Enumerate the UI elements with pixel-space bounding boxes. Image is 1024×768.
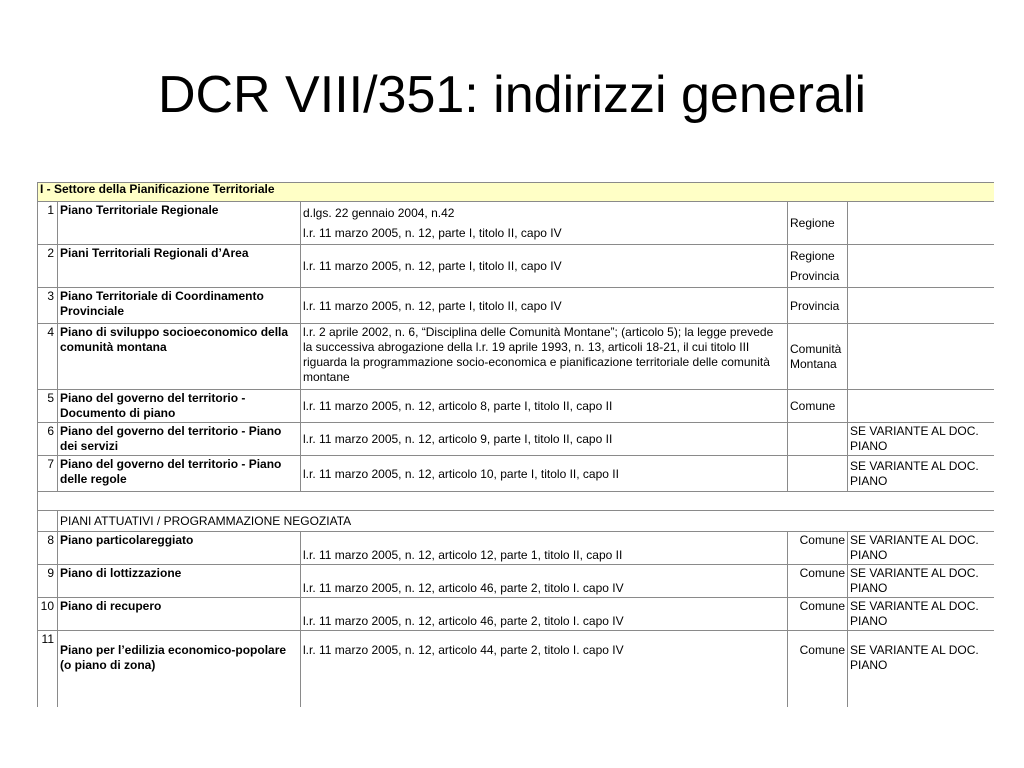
subheader-row <box>38 511 995 532</box>
authority <box>788 324 848 390</box>
blank-row <box>38 492 995 511</box>
row-number: 5 <box>38 390 58 423</box>
authority: Comune <box>788 532 848 565</box>
row-number: 9 <box>38 565 58 598</box>
row-number: 2 <box>38 245 58 288</box>
plan-name: Piani Territoriali Regionali d’Area <box>58 245 301 288</box>
law-reference: l.r. 11 marzo 2005, n. 12, articolo 12, parte 1, titolo II, capo II <box>301 532 788 565</box>
authority <box>788 202 848 245</box>
authority-line: Comunità Montana <box>790 341 842 371</box>
plan-name: Piano per l’edilizia economico-popolare (o piano di zona) <box>58 631 301 708</box>
plan-name: Piano di recupero <box>58 598 301 631</box>
law-reference <box>301 423 788 456</box>
table-row <box>38 565 995 598</box>
note: SE VARIANTE AL DOC. PIANO <box>848 598 995 631</box>
law-line: l.r. 11 marzo 2005, n. 12, parte I, titolo II, capo IV <box>303 298 562 313</box>
plan-name: Piano Territoriale Regionale <box>58 202 301 245</box>
section-b-body <box>38 492 995 708</box>
law-line: l.r. 11 marzo 2005, n. 12, parte I, titolo II, capo IV <box>303 259 562 273</box>
law-line: l.r. 11 marzo 2005, n. 12, parte I, titolo II, capo IV <box>303 226 562 240</box>
row-number: 6 <box>38 423 58 456</box>
plan-name: Piano particolareggiato <box>58 532 301 565</box>
note: SE VARIANTE AL DOC. PIANO <box>848 532 995 565</box>
authority <box>788 245 848 288</box>
note: SE VARIANTE AL DOC. PIANO <box>848 631 995 708</box>
note: SE VARIANTE AL DOC. PIANO <box>848 423 995 456</box>
plan-name: Piano del governo del territorio - Piano dei servizi <box>58 423 301 456</box>
plan-name: Piano del governo del territorio - Documento di piano <box>58 390 301 423</box>
table-row <box>38 598 995 631</box>
row-number: 3 <box>38 288 58 324</box>
plan-name: Piano Territoriale di Coordinamento Provinciale <box>58 288 301 324</box>
note <box>848 245 995 288</box>
row-number: 7 <box>38 456 58 492</box>
table-row <box>38 288 995 324</box>
note <box>848 324 995 390</box>
note <box>848 202 995 245</box>
authority <box>788 288 848 324</box>
table-row <box>38 423 995 456</box>
law-reference <box>301 288 788 324</box>
authority-line: Regione <box>790 249 835 263</box>
authority-line: Provincia <box>790 298 840 313</box>
plan-name: Piano di lottizzazione <box>58 565 301 598</box>
slide-title: DCR VIII/351: indirizzi generali <box>157 66 867 124</box>
row-number: 8 <box>38 532 58 565</box>
subheader: PIANI ATTUATIVI / PROGRAMMAZIONE NEGOZIATA <box>58 511 995 532</box>
authority: Comune <box>788 565 848 598</box>
authority: Comune <box>788 598 848 631</box>
table-row <box>38 324 995 390</box>
authority <box>788 423 848 456</box>
plans-table-container <box>37 182 994 707</box>
plan-name: Piano del governo del territorio - Piano delle regole <box>58 456 301 492</box>
section-header: I - Settore della Pianificazione Territoriale <box>38 183 995 202</box>
law-line: l.r. 11 marzo 2005, n. 12, articolo 10, parte I, titolo II, capo II <box>303 466 619 481</box>
law-reference <box>301 390 788 423</box>
law-reference <box>301 202 788 245</box>
section-header-row <box>38 183 995 202</box>
law-line: l.r. 2 aprile 2002, n. 6, “Disciplina delle Comunità Montane”; (articolo 5); la legge prevede la successiva abrogazione della l.r. 19 aprile 1993, n. 13, articoli 18-21, il cui titolo III riguarda la programmazione socio-economica e pianificazione territoriale delle comunità montane <box>303 325 774 384</box>
authority-line: Comune <box>790 399 836 413</box>
authority-line: Provincia <box>790 269 840 283</box>
authority <box>788 456 848 492</box>
authority <box>788 390 848 423</box>
table-row <box>38 245 995 288</box>
row-number: 1 <box>38 202 58 245</box>
law-line: d.lgs. 22 gennaio 2004, n.42 <box>303 206 455 220</box>
law-reference: l.r. 11 marzo 2005, n. 12, articolo 44, parte 2, titolo I. capo IV <box>301 631 788 708</box>
law-reference <box>301 324 788 390</box>
law-line: l.r. 11 marzo 2005, n. 12, articolo 8, parte I, titolo II, capo II <box>303 399 613 413</box>
note <box>848 288 995 324</box>
note: SE VARIANTE AL DOC. PIANO <box>848 565 995 598</box>
law-reference: l.r. 11 marzo 2005, n. 12, articolo 46, parte 2, titolo I. capo IV <box>301 565 788 598</box>
table-row <box>38 202 995 245</box>
plans-table <box>37 182 994 707</box>
plan-name: Piano di sviluppo socioeconomico della comunità montana <box>58 324 301 390</box>
law-line: l.r. 11 marzo 2005, n. 12, articolo 9, parte I, titolo II, capo II <box>303 432 613 446</box>
authority-line: Regione <box>790 216 835 230</box>
law-reference <box>301 456 788 492</box>
note: SE VARIANTE AL DOC. PIANO <box>848 456 995 492</box>
table-row <box>38 390 995 423</box>
table-row <box>38 631 995 708</box>
note <box>848 390 995 423</box>
table-row <box>38 456 995 492</box>
table-row <box>38 532 995 565</box>
authority: Comune <box>788 631 848 708</box>
row-number: 10 <box>38 598 58 631</box>
law-reference <box>301 245 788 288</box>
row-number: 4 <box>38 324 58 390</box>
section-a-body <box>38 183 995 492</box>
law-reference: l.r. 11 marzo 2005, n. 12, articolo 46, parte 2, titolo I. capo IV <box>301 598 788 631</box>
row-number: 11 <box>38 631 58 708</box>
